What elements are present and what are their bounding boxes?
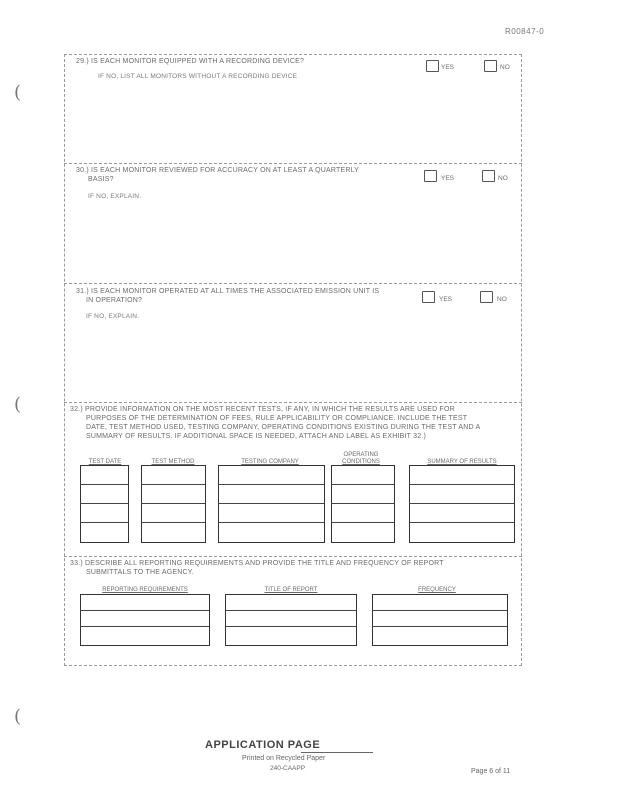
binder-hole-mark-top: ( — [14, 82, 22, 103]
col-test-method: TEST METHOD — [151, 459, 195, 465]
col-frequency: FREQUENCY — [418, 587, 456, 593]
q30-yes-checkbox[interactable] — [424, 170, 437, 182]
col-operating-conditions — [332, 452, 390, 466]
table-row[interactable] — [331, 522, 394, 523]
recycled-paper-note: Printed on Recycled Paper — [242, 755, 326, 762]
q31-yes-label: YES — [439, 296, 453, 303]
q29-yes-checkbox[interactable] — [426, 60, 439, 72]
q32-text-line1: 32.) PROVIDE INFORMATION ON THE MOST RECENT TESTS, IF ANY, IN WHICH THE RESULTS ARE USED FOR — [70, 406, 455, 413]
testing-company-column-box — [218, 465, 325, 543]
q29-no-checkbox[interactable] — [484, 60, 497, 72]
test-method-column-box — [141, 465, 206, 543]
q31-instruction: IF NO, EXPLAIN. — [86, 313, 140, 320]
table-row[interactable] — [80, 484, 128, 485]
test-date-column-box — [80, 465, 129, 543]
q32-text-line3: DATE, TEST METHOD USED, TESTING COMPANY, OPERATING CONDITIONS EXISTING DURING THE TEST AND A — [86, 424, 481, 431]
q33-text-line1: 33.) DESCRIBE ALL REPORTING REQUIREMENTS AND PROVIDE THE TITLE AND FREQUENCY OF REPORT — [70, 560, 444, 567]
q29-question: 29.) IS EACH MONITOR EQUIPPED WITH A RECORDING DEVICE? — [76, 58, 305, 65]
col-title-of-report: TITLE OF REPORT — [264, 587, 318, 593]
table-row[interactable] — [141, 484, 205, 485]
table-row[interactable] — [218, 484, 324, 485]
binder-hole-mark-bottom: ( — [14, 706, 22, 727]
application-page-underline — [301, 752, 373, 753]
section-divider-29-30 — [64, 163, 522, 164]
q30-yes-label: YES — [441, 175, 455, 182]
col-operating-conditions-line2: CONDITIONS — [342, 459, 380, 465]
application-page-title: APPLICATION PAGE — [205, 739, 321, 751]
col-testing-company: TESTING COMPANY — [241, 459, 299, 465]
q29-instruction: IF NO, LIST ALL MONITORS WITHOUT A RECORDING DEVICE — [98, 73, 298, 80]
table-row[interactable] — [141, 503, 205, 504]
section-divider-32-33 — [64, 556, 522, 557]
section-divider-31-32 — [64, 402, 522, 403]
binder-hole-mark-middle: ( — [14, 394, 22, 415]
col-test-date: TEST DATE — [88, 459, 122, 465]
table-row[interactable] — [218, 522, 324, 523]
table-row[interactable] — [80, 626, 209, 627]
table-row[interactable] — [141, 522, 205, 523]
reporting-requirements-box — [80, 594, 210, 646]
col-reporting-requirements: REPORTING REQUIREMENTS — [102, 587, 188, 593]
table-row[interactable] — [331, 484, 394, 485]
q32-text-line2: PURPOSES OF THE DETERMINATION OF FEES, RULE APPLICABILITY OR COMPLIANCE. INCLUDE THE TEST — [86, 415, 468, 422]
table-row[interactable] — [80, 610, 209, 611]
table-row[interactable] — [80, 522, 128, 523]
q33-text-line2: SUBMITTALS TO THE AGENCY. — [86, 569, 194, 576]
q30-no-checkbox[interactable] — [482, 170, 495, 182]
q32-text-line4: SUMMARY OF RESULTS. IF ADDITIONAL SPACE IS NEEDED, ATTACH AND LABEL AS EXHIBIT 32.) — [86, 433, 426, 440]
title-of-report-box — [225, 594, 357, 646]
q31-question-line2: IN OPERATION? — [86, 297, 143, 304]
q30-question-line2: BASIS? — [88, 176, 114, 183]
q29-no-label: NO — [500, 64, 510, 71]
table-row[interactable] — [225, 610, 356, 611]
table-row[interactable] — [372, 626, 507, 627]
table-row[interactable] — [409, 484, 514, 485]
table-row[interactable] — [409, 522, 514, 523]
form-number: 240-CAAPP — [270, 765, 306, 772]
document-id: R00847-0 — [505, 27, 545, 36]
table-row[interactable] — [409, 503, 514, 504]
table-row[interactable] — [225, 626, 356, 627]
table-row[interactable] — [218, 503, 324, 504]
q31-yes-checkbox[interactable] — [422, 291, 435, 303]
operating-conditions-column-box — [331, 465, 395, 543]
q30-instruction: IF NO, EXPLAIN. — [88, 193, 142, 200]
page-number: Page 6 of 11 — [471, 768, 511, 775]
table-row[interactable] — [80, 503, 128, 504]
summary-column-box — [409, 465, 515, 543]
q29-yes-label: YES — [441, 64, 455, 71]
col-summary-of-results: SUMMARY OF RESULTS — [427, 459, 497, 465]
table-row[interactable] — [372, 610, 507, 611]
col-operating-conditions-line1: OPERATING — [343, 452, 379, 458]
section-divider-30-31 — [64, 283, 522, 284]
q30-question-line1: 30.) IS EACH MONITOR REVIEWED FOR ACCURACY ON AT LEAST A QUARTERLY — [76, 167, 360, 174]
frequency-box — [372, 594, 508, 646]
table-row[interactable] — [331, 503, 394, 504]
q31-no-label: NO — [497, 296, 507, 303]
q31-question-line1: 31.) IS EACH MONITOR OPERATED AT ALL TIMES THE ASSOCIATED EMISSION UNIT IS — [76, 288, 380, 295]
q31-no-checkbox[interactable] — [480, 291, 493, 303]
q30-no-label: NO — [498, 175, 508, 182]
